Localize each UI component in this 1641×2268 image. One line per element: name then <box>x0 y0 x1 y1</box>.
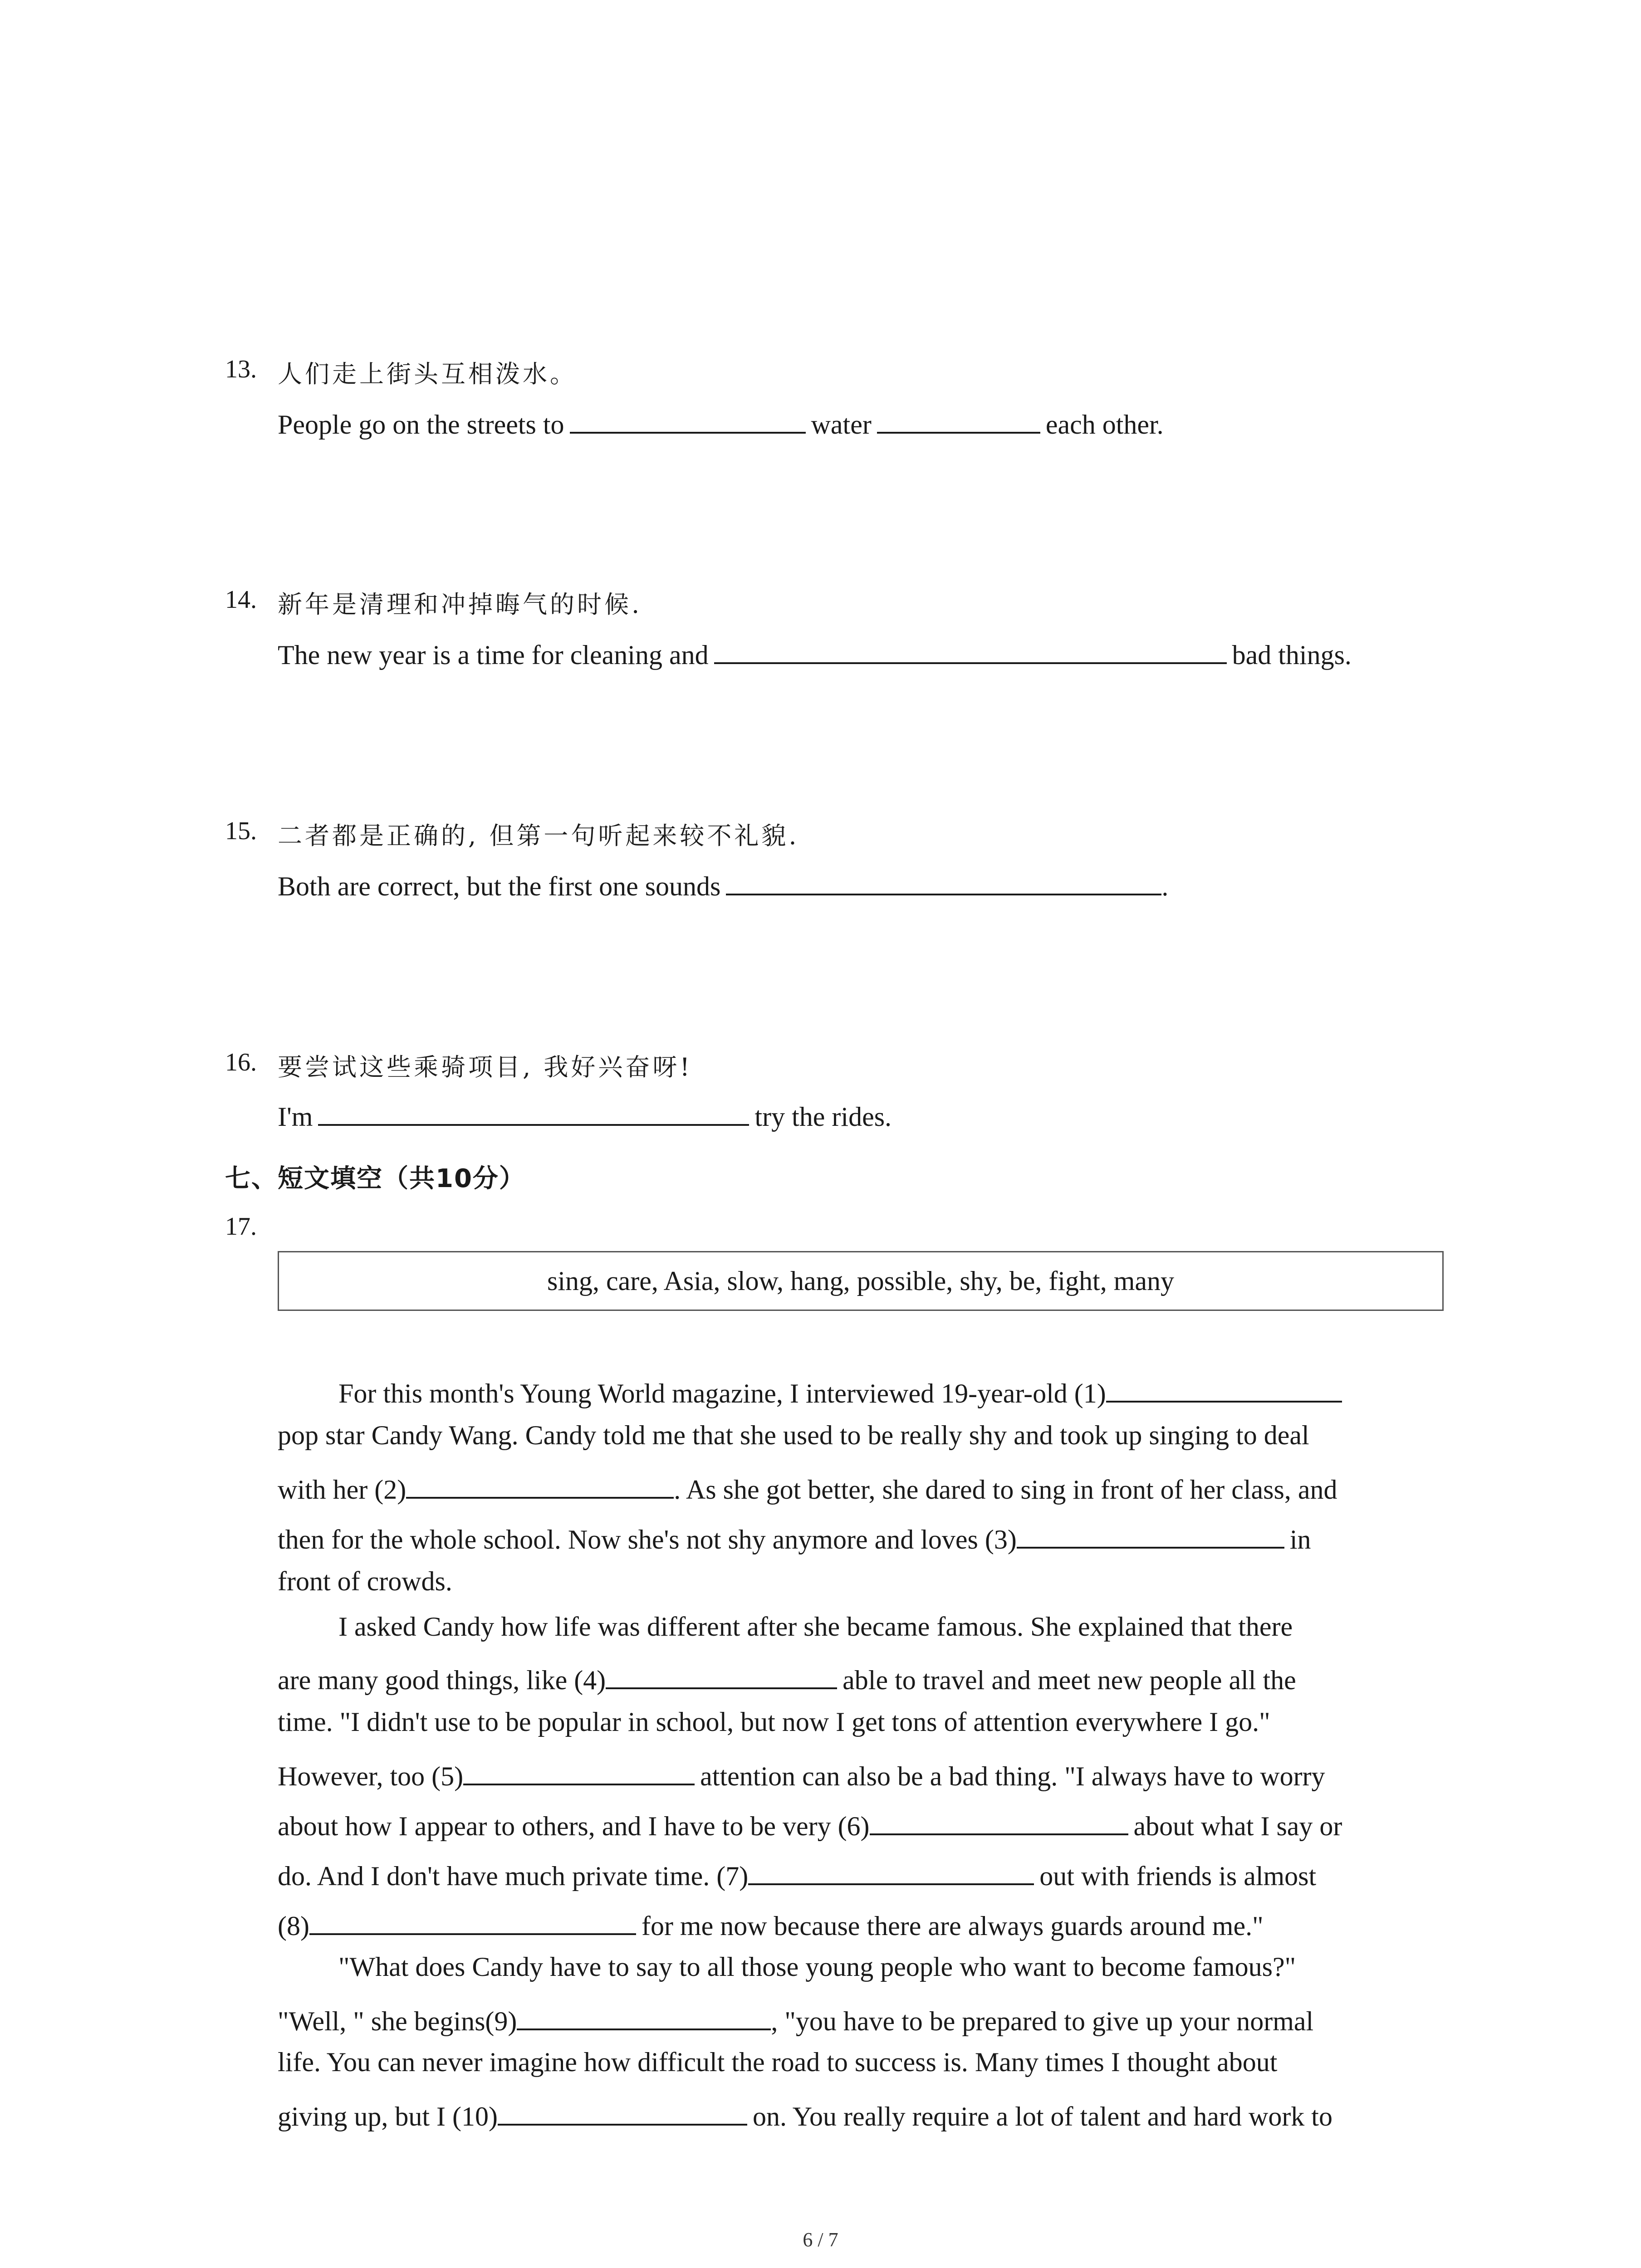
page-number: 6 / 7 <box>803 2229 838 2251</box>
passage-text: "Well, " she begins(9) <box>278 2006 517 2036</box>
question-15-chinese: 二者都是正确的, 但第一句听起来较不礼貌. <box>278 821 799 850</box>
question-17-number: 17. <box>225 1212 257 1241</box>
q13-text-after: each other. <box>1045 410 1164 440</box>
passage-blank-6[interactable] <box>870 1806 1128 1835</box>
question-15-number: 15. <box>225 817 257 845</box>
question-16-number: 16. <box>225 1048 257 1076</box>
q14-text-before: The new year is a time for cleaning and <box>278 640 709 670</box>
passage-blank-7[interactable] <box>748 1856 1034 1885</box>
passage-line <box>278 1520 1311 1555</box>
passage-blank-1[interactable] <box>1106 1374 1342 1403</box>
passage-text: . As she got better, she dared to sing in front of her class, and <box>674 1475 1337 1505</box>
passage-text: about what I say or <box>1133 1811 1342 1841</box>
passage-text: able to travel and meet new people all the <box>843 1665 1296 1695</box>
q16-text-after: try the rides. <box>754 1102 892 1132</box>
passage-line <box>278 1756 1325 1792</box>
passage-blank-5[interactable] <box>463 1756 695 1785</box>
question-16-chinese: 要尝试这些乘骑项目, 我好兴奋呀! <box>278 1053 693 1081</box>
passage-line <box>278 2001 1313 2037</box>
word-bank-text: sing, care, Asia, slow, hang, possible, shy, be, fight, many <box>547 1266 1175 1296</box>
question-13-number: 13. <box>225 355 257 383</box>
passage-line: pop star Candy Wang. Candy told me that she used to be really shy and took up singing to deal <box>278 1420 1309 1450</box>
word-bank-box <box>278 1251 1444 1311</box>
passage-line: life. You can never imagine how difficult the road to success is. Many times I thought about <box>278 2047 1278 2077</box>
passage-line <box>278 1660 1296 1696</box>
passage-text: giving up, but I (10) <box>278 2102 498 2131</box>
q14-blank[interactable] <box>714 635 1227 664</box>
q16-blank[interactable] <box>318 1097 749 1126</box>
section-heading: 七、短文填空（共10分） <box>225 1164 525 1193</box>
passage-text: are many good things, like (4) <box>278 1665 606 1695</box>
passage-line: time. "I didn't use to be popular in school, but now I get tons of attention everywhere I go." <box>278 1707 1270 1737</box>
passage-line <box>278 1470 1337 1505</box>
passage-line <box>278 1806 1342 1842</box>
passage-blank-10[interactable] <box>498 2097 747 2126</box>
q13-text-mid: water <box>811 410 872 440</box>
passage-blank-2[interactable] <box>406 1470 674 1499</box>
passage-line <box>278 1856 1316 1892</box>
q13-text-before: People go on the streets to <box>278 410 564 440</box>
question-14-chinese: 新年是清理和冲掉晦气的时候. <box>278 590 642 619</box>
q15-text-after: . <box>1161 871 1169 901</box>
passage-line: "What does Candy have to say to all those young people who want to become famous?" <box>338 1952 1296 1982</box>
question-15-english <box>278 866 1168 902</box>
passage-text: (8) <box>278 1911 309 1941</box>
passage-text: out with friends is almost <box>1039 1861 1317 1891</box>
q16-text-before: I'm <box>278 1102 313 1132</box>
passage-text: about how I appear to others, and I have to be very (6) <box>278 1811 870 1841</box>
passage-text: , "you have to be prepared to give up your normal <box>771 2006 1314 2036</box>
q14-text-after: bad things. <box>1232 640 1352 670</box>
passage-text: for me now because there are always guards around me." <box>641 1911 1264 1941</box>
passage-line <box>338 1374 1347 1409</box>
q15-text-before: Both are correct, but the first one sounds <box>278 871 721 901</box>
passage-blank-8[interactable] <box>309 1906 636 1935</box>
passage-text: then for the whole school. Now she's not shy anymore and loves (3) <box>278 1525 1017 1554</box>
question-14-english <box>278 635 1352 671</box>
passage-text: However, too (5) <box>278 1761 464 1791</box>
question-14-number: 14. <box>225 586 257 614</box>
passage-blank-4[interactable] <box>606 1660 837 1689</box>
q13-blank-1[interactable] <box>570 405 806 434</box>
passage-text: For this month's Young World magazine, I interviewed 19-year-old (1) <box>338 1378 1106 1408</box>
q15-blank[interactable] <box>726 866 1161 895</box>
passage-text: do. And I don't have much private time. (7) <box>278 1861 749 1891</box>
passage-text: attention can also be a bad thing. "I always have to worry <box>700 1761 1325 1791</box>
passage-text: in <box>1289 1525 1311 1554</box>
passage-line <box>278 2097 1332 2132</box>
question-13-chinese: 人们走上街头互相泼水。 <box>278 360 577 388</box>
passage-blank-3[interactable] <box>1017 1520 1284 1549</box>
question-13-english <box>278 405 1164 440</box>
question-16-english <box>278 1097 892 1133</box>
passage-blank-9[interactable] <box>517 2001 771 2030</box>
passage-line: I asked Candy how life was different after she became famous. She explained that there <box>338 1612 1293 1642</box>
passage-text: on. You really require a lot of talent and hard work to <box>752 2102 1332 2131</box>
passage-text: with her (2) <box>278 1475 407 1505</box>
passage-line: front of crowds. <box>278 1566 452 1596</box>
passage-line <box>278 1906 1264 1942</box>
q13-blank-2[interactable] <box>877 405 1040 434</box>
